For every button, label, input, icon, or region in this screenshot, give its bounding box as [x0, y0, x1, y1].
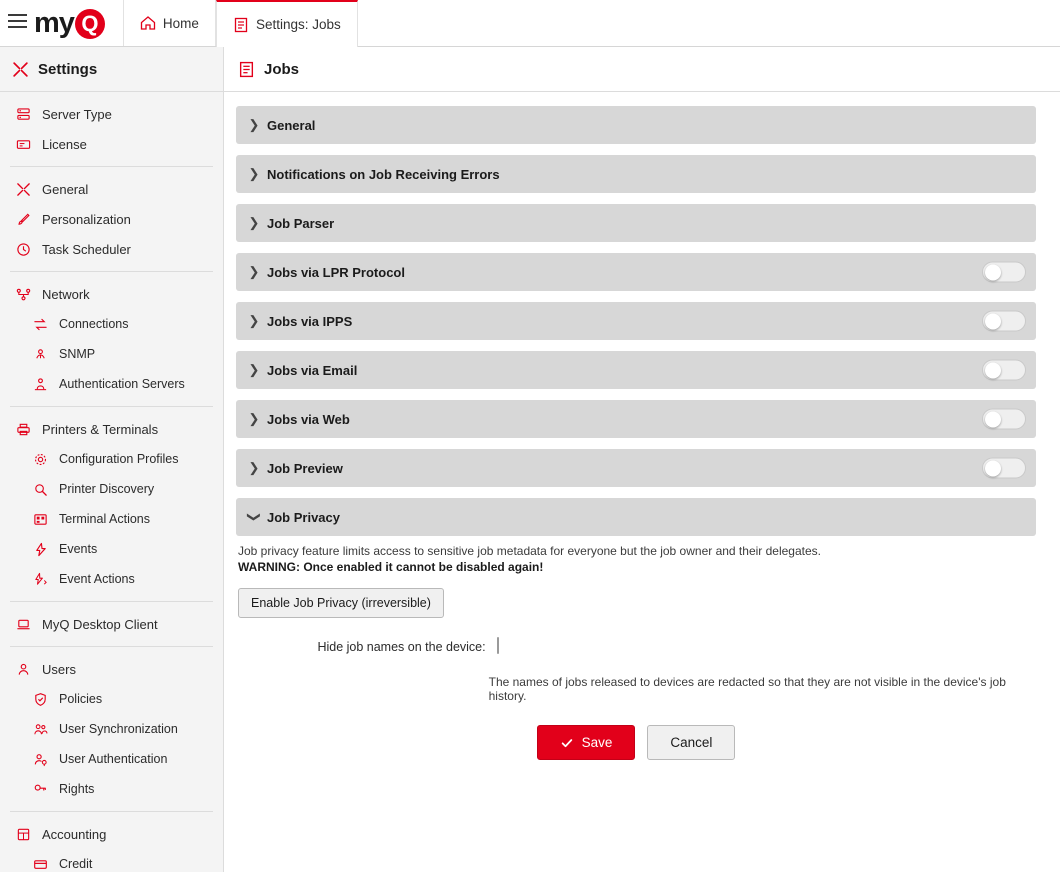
toggle-knob	[985, 362, 1001, 378]
section-jobs-via-lpr	[236, 253, 1036, 291]
jobs-icon	[238, 61, 255, 78]
save-button[interactable]	[537, 725, 636, 760]
toggle-jobs-via-lpr[interactable]	[982, 262, 1026, 283]
sidebar-item-label: SNMP	[59, 347, 96, 361]
settings-icon	[12, 61, 29, 78]
license-icon	[15, 137, 32, 152]
sidebar-item-label: Server Type	[42, 106, 112, 122]
sidebar-item-label: Users	[42, 661, 76, 677]
sidebar-item-label: Printer Discovery	[59, 482, 155, 496]
section-header-jobs-via-ipps[interactable]	[236, 302, 1036, 340]
sidebar-item-accounting[interactable]	[10, 819, 213, 849]
check-icon	[560, 736, 574, 750]
sidebar-item-label: Terminal Actions	[59, 512, 151, 526]
sidebar-item-label: Rights	[59, 782, 95, 796]
section-title: Jobs via LPR Protocol	[267, 264, 405, 280]
events-icon	[32, 542, 49, 557]
chevron-right-icon: ❯	[248, 460, 260, 475]
sidebar-item-label: Accounting	[42, 826, 107, 842]
server-icon	[15, 107, 32, 122]
sidebar-item-user-authentication[interactable]	[10, 744, 213, 774]
sidebar-item-printer-discovery[interactable]	[10, 474, 213, 504]
sidebar-item-label: User Authentication	[59, 752, 168, 766]
sidebar-item-credit[interactable]	[10, 849, 213, 872]
sidebar-group-2	[10, 272, 213, 407]
sidebar-item-label: Printers & Terminals	[42, 421, 159, 437]
logo-q-badge: Q	[75, 9, 105, 39]
logo-text: my	[34, 7, 74, 39]
rights-icon	[32, 782, 49, 797]
sidebar-item-configuration-profiles[interactable]	[10, 444, 213, 474]
sidebar-group-6	[10, 812, 213, 872]
snmp-icon	[32, 347, 49, 362]
sections-panel	[224, 92, 1060, 760]
tab-home-label: Home	[162, 15, 199, 31]
menu-icon[interactable]	[0, 0, 34, 46]
sidebar-item-snmp[interactable]	[10, 339, 213, 369]
section-title: Job Parser	[267, 215, 335, 231]
sidebar-item-label: Credit	[59, 857, 93, 871]
sync-icon	[32, 722, 49, 737]
home-icon	[140, 15, 156, 31]
section-header-general[interactable]	[236, 106, 1036, 144]
sidebar-item-label: Network	[42, 286, 90, 302]
sidebar-item-user-synchronization[interactable]	[10, 714, 213, 744]
section-header-notifications-errors[interactable]	[236, 155, 1036, 193]
section-header-jobs-via-email[interactable]	[236, 351, 1036, 389]
connections-icon	[32, 317, 49, 332]
sidebar-group-5	[10, 647, 213, 812]
section-job-privacy	[236, 498, 1036, 703]
content-header	[224, 47, 1060, 92]
toggle-knob	[985, 460, 1001, 476]
sidebar-item-label: General	[42, 181, 89, 197]
content-area	[224, 47, 1060, 872]
sidebar-item-terminal-actions[interactable]	[10, 504, 213, 534]
hide-job-names-label: Hide job names on the device:	[317, 640, 486, 654]
credit-icon	[32, 857, 49, 872]
section-jobs-via-web	[236, 400, 1036, 438]
laptop-icon	[15, 617, 32, 632]
toggle-knob	[985, 264, 1001, 280]
sidebar-item-label: License	[42, 136, 87, 152]
section-header-jobs-via-web[interactable]	[236, 400, 1036, 438]
policies-icon	[32, 692, 49, 707]
toggle-knob	[985, 313, 1001, 329]
top-bar	[0, 0, 1060, 47]
discovery-icon	[32, 482, 49, 497]
sidebar-item-rights[interactable]	[10, 774, 213, 804]
chevron-down-icon: ❯	[247, 511, 262, 523]
sidebar-item-personalization[interactable]	[10, 204, 213, 234]
toggle-jobs-via-ipps[interactable]	[982, 311, 1026, 332]
myq-logo	[34, 7, 105, 46]
settings-jobs-icon	[233, 17, 249, 33]
tab-home[interactable]	[123, 0, 216, 46]
section-general	[236, 106, 1036, 144]
sidebar-item-authentication-servers[interactable]	[10, 369, 213, 399]
sidebar-item-label: MyQ Desktop Client	[42, 616, 158, 632]
page-title: Jobs	[264, 60, 300, 78]
sidebar-item-policies[interactable]	[10, 684, 213, 714]
gear-icon	[32, 452, 49, 467]
chevron-right-icon: ❯	[248, 411, 260, 426]
toggle-jobs-via-email[interactable]	[982, 360, 1026, 381]
section-jobs-via-email	[236, 351, 1036, 389]
section-header-job-privacy[interactable]	[236, 498, 1036, 536]
general-icon	[15, 182, 32, 197]
hide-job-names-hint: The names of jobs released to devices are redacted so that they are not visible in the device's job history.	[488, 675, 1006, 703]
event-actions-icon	[32, 572, 49, 587]
sidebar-item-printers-terminals[interactable]	[10, 414, 213, 444]
sidebar-item-task-scheduler[interactable]	[10, 234, 213, 264]
printer-icon	[15, 422, 32, 437]
job-privacy-description: Job privacy feature limits access to sensitive job metadata for everyone but the job owner and their delegates.	[238, 544, 821, 558]
sidebar-item-label: Task Scheduler	[42, 241, 131, 257]
chevron-right-icon: ❯	[248, 264, 260, 279]
section-job-parser	[236, 204, 1036, 242]
sidebar-title: Settings	[38, 60, 98, 78]
section-title: Job Privacy	[267, 509, 340, 525]
sidebar-item-label: Configuration Profiles	[59, 452, 179, 466]
sidebar-header	[0, 47, 223, 92]
sidebar-item-label: Policies	[59, 692, 103, 706]
sidebar-item-label: Event Actions	[59, 572, 135, 586]
sidebar-item-event-actions[interactable]	[10, 564, 213, 594]
brush-icon	[15, 212, 32, 227]
section-title: Jobs via Web	[267, 411, 350, 427]
toggle-knob	[985, 411, 1001, 427]
sidebar	[0, 47, 224, 872]
sidebar-group-0	[10, 92, 213, 167]
sidebar-item-events[interactable]	[10, 534, 213, 564]
sidebar-item-connections[interactable]	[10, 309, 213, 339]
toggle-jobs-via-web[interactable]	[982, 409, 1026, 430]
sidebar-item-label: Personalization	[42, 211, 131, 227]
chevron-right-icon: ❯	[248, 313, 260, 328]
sidebar-item-label: Connections	[59, 317, 129, 331]
user-icon	[15, 662, 32, 677]
sidebar-item-network[interactable]	[10, 279, 213, 309]
chevron-right-icon: ❯	[248, 362, 260, 377]
sidebar-item-myq-desktop-client[interactable]	[10, 609, 213, 639]
hide-job-names-row	[238, 638, 1034, 703]
sidebar-group-3	[10, 407, 213, 602]
form-actions	[236, 725, 1036, 760]
sidebar-item-label: User Synchronization	[59, 722, 178, 736]
sidebar-group-1	[10, 167, 213, 272]
sidebar-item-general[interactable]	[10, 174, 213, 204]
section-job-preview	[236, 449, 1036, 487]
job-privacy-warning: WARNING: Once enabled it cannot be disabled again!	[238, 560, 544, 574]
chevron-right-icon: ❯	[248, 166, 260, 181]
sidebar-item-label: Events	[59, 542, 98, 556]
job-privacy-body	[236, 536, 1036, 703]
save-button-label: Save	[581, 735, 613, 750]
main-layout	[0, 47, 1060, 872]
sidebar-item-label: Authentication Servers	[59, 377, 185, 391]
terminal-icon	[32, 512, 49, 527]
sidebar-item-users[interactable]	[10, 654, 213, 684]
section-title: Notifications on Job Receiving Errors	[267, 166, 500, 182]
tab-settings-jobs-label: Settings: Jobs	[255, 17, 341, 32]
section-title: Jobs via Email	[267, 362, 358, 378]
accounting-icon	[15, 827, 32, 842]
cancel-button[interactable]: Cancel	[647, 725, 735, 760]
sidebar-group-4	[10, 602, 213, 647]
clock-icon	[15, 242, 32, 257]
tab-settings-jobs[interactable]	[216, 0, 358, 47]
section-title: Jobs via IPPS	[267, 313, 353, 329]
section-header-job-parser[interactable]	[236, 204, 1036, 242]
sidebar-item-license[interactable]	[10, 129, 213, 159]
section-header-jobs-via-lpr[interactable]	[236, 253, 1036, 291]
section-notifications-errors	[236, 155, 1036, 193]
network-icon	[15, 287, 32, 302]
sidebar-item-server-type[interactable]	[10, 99, 213, 129]
hide-job-names-checkbox[interactable]	[497, 637, 499, 654]
user-auth-icon	[32, 752, 49, 767]
chevron-right-icon: ❯	[248, 215, 260, 230]
auth-server-icon	[32, 377, 49, 392]
section-title: General	[267, 117, 316, 133]
enable-job-privacy-button[interactable]: Enable Job Privacy (irreversible)	[238, 588, 444, 618]
chevron-right-icon: ❯	[248, 117, 260, 132]
section-title: Job Preview	[267, 460, 343, 476]
toggle-job-preview[interactable]	[982, 458, 1026, 479]
section-jobs-via-ipps	[236, 302, 1036, 340]
section-header-job-preview[interactable]	[236, 449, 1036, 487]
